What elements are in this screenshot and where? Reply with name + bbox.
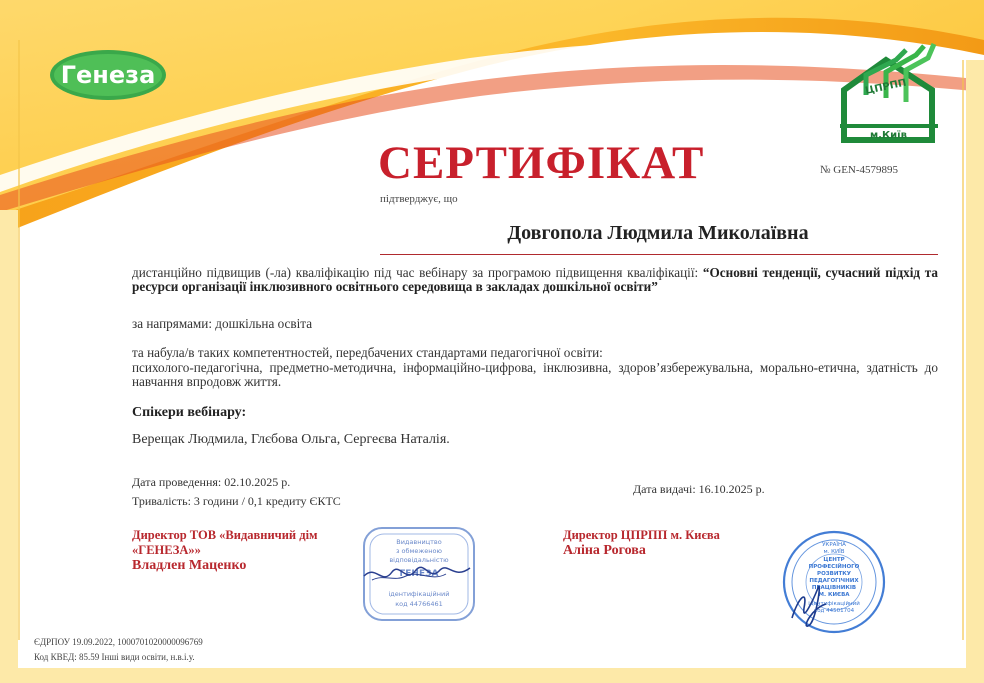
stamp2-line-10: код 44501704 bbox=[813, 608, 855, 614]
stamp2-line-2: м. КИЇВ bbox=[823, 549, 845, 555]
cprpp-city-text: м.Київ bbox=[870, 130, 907, 141]
qualification-intro: дистанційно підвищив (-ла) кваліфікацію під час вебінару за програмою підвищення кваліфікації: bbox=[132, 265, 699, 280]
cprpp-stamp bbox=[778, 528, 890, 636]
stamp2-line-7: ПРАЦІВНИКІВ bbox=[811, 585, 857, 591]
date-held: Дата проведення: 02.10.2025 р. bbox=[132, 475, 291, 489]
stamp1-line-6: код 44766461 bbox=[395, 600, 443, 608]
name-underline bbox=[380, 254, 938, 255]
directions-text: за напрямами: дошкільна освіта bbox=[132, 316, 313, 331]
stamp1-line-5: ідентифікаційний bbox=[388, 590, 450, 598]
director2-name: Аліна Рогова bbox=[563, 543, 646, 558]
stamp2-line-9: ідентифікаційний bbox=[808, 601, 860, 607]
competencies-list: психолого-педагогічна, предметно-методична, інформаційно-цифрова, інклюзивна, здоров’язбережувальна, морально-етична, здатність до навчання впродовж життя. bbox=[132, 360, 938, 389]
geneza-stamp bbox=[358, 524, 480, 624]
qualification-paragraph bbox=[132, 266, 938, 293]
footer-registry: ЄДРПОУ 19.09.2022, 1000701020000096769 bbox=[34, 637, 203, 647]
confirms-text: підтверджує, що bbox=[380, 193, 458, 205]
duration: Тривалість: 3 години / 0,1 кредиту ЄКТС bbox=[132, 494, 341, 508]
stamp2-line-4: ПРОФЕСІЙНОГО bbox=[808, 564, 860, 570]
cprpp-logo bbox=[836, 40, 942, 148]
director1-title: Директор ТОВ «Видавничий дім «ГЕНЕЗА»» bbox=[132, 528, 318, 557]
footer-kved: Код КВЕД: 85.59 Інші види освіти, н.в.і.у. bbox=[34, 652, 195, 662]
program-title: “Основні тенденції, сучасний підхід та ресурси організації інклюзивного освітнього середовища в закладах дошкільної освіти” bbox=[132, 265, 938, 294]
director1-name: Владлен Маценко bbox=[132, 558, 247, 573]
stamp1-line-2: з обмеженою bbox=[396, 547, 442, 555]
stamp2-line-3: ЦЕНТР bbox=[823, 557, 845, 563]
stamp1-line-3: відповідальністю bbox=[389, 556, 449, 564]
geneza-logo-text: Генеза bbox=[60, 61, 156, 89]
competencies-intro: та набула/в таких компетентностей, передбачених стандартами педагогічної освіти: bbox=[132, 345, 603, 360]
stamp2-line-5: РОЗВИТКУ bbox=[817, 571, 851, 577]
cprpp-logo-text: ЦПРПП bbox=[864, 77, 908, 97]
stamp2-line-8: М. КИЄВА bbox=[818, 592, 850, 598]
speakers-list: Верещак Людмила, Глєбова Ольга, Сергеєва Наталія. bbox=[132, 432, 450, 447]
director2-title: Директор ЦПРПП м. Києва bbox=[563, 528, 720, 542]
date-issued: Дата видачі: 16.10.2025 р. bbox=[633, 482, 765, 496]
stamp2-line-6: ПЕДАГОГІЧНИХ bbox=[809, 578, 859, 584]
stamp2-line-1: УКРАЇНА bbox=[822, 542, 846, 548]
speakers-heading: Спікери вебінару: bbox=[132, 405, 247, 420]
stamp1-line-1: Видавництво bbox=[396, 538, 442, 546]
certificate-number: № GEN-4579895 bbox=[820, 164, 899, 176]
recipient-name: Довгопола Людмила Миколаївна bbox=[507, 222, 809, 244]
certificate-title: СЕРТИФІКАТ bbox=[378, 137, 705, 189]
stamp1-line-4: ГЕНЕЗА bbox=[399, 569, 439, 579]
